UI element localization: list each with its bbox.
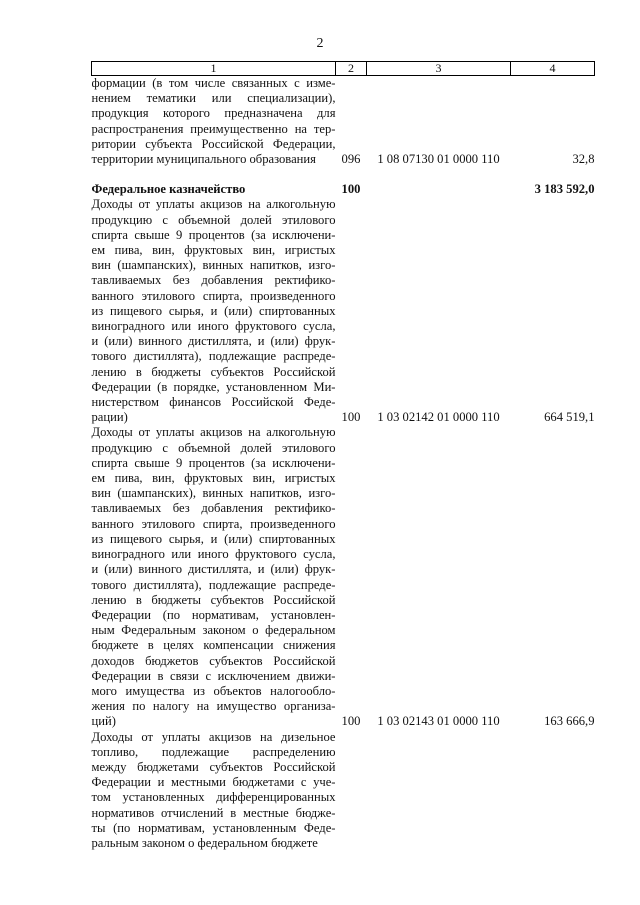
- amount-cell: 664 519,1: [544, 410, 595, 425]
- table-row: [92, 425, 595, 729]
- revenue-name-line: тавливаемых без добавления ректифико-: [91, 501, 336, 516]
- revenue-name-line: ванного этилового спирта, произведенного: [91, 516, 336, 531]
- revenue-name-line: спирта свыше 9 процентов (за исключени-: [91, 227, 336, 242]
- revenue-name-line: продукция которого предназначена для: [91, 106, 336, 121]
- kbk-code-cell: 1 08 07130 01 0000 110: [377, 152, 500, 167]
- kbk-code-cell: 1 03 02142 01 0000 110: [377, 410, 500, 425]
- revenue-name-line: топливо, подлежащие распределению: [91, 744, 336, 759]
- revenue-name-cell: [92, 425, 336, 729]
- revenue-name-line: тового дистиллята), подлежащие распреде-: [91, 349, 336, 364]
- revenue-name-line: Доходы от уплаты акцизов на дизельное: [91, 729, 336, 744]
- table-row: [92, 730, 595, 852]
- revenue-name-cell: [92, 182, 336, 197]
- revenue-name-line: нением тематики или специализации),: [91, 91, 336, 106]
- revenue-name-line: доходов бюджетов субъектов Российской: [91, 653, 336, 668]
- revenue-name-line: продукцию с объемной долей этилового: [91, 212, 336, 227]
- revenue-name-line: лению в бюджеты субъектов Российской: [91, 592, 336, 607]
- revenue-name-cell: [92, 197, 336, 425]
- revenue-name-line: спирта свыше 9 процентов (за исключени-: [91, 455, 336, 470]
- revenue-name-line: продукцию с объемной долей этилового: [91, 440, 336, 455]
- revenue-name-line: Федеральное казначейство: [91, 182, 246, 197]
- table-header-row: [92, 62, 595, 76]
- revenue-name-line: и (или) винного дистиллята, и (или) фрук-: [91, 562, 336, 577]
- revenue-name-line: ральным законом о федеральном бюджете: [91, 835, 318, 850]
- revenue-name-line: из пищевого сырья, и (или) спиртованных: [91, 531, 336, 546]
- revenue-name-line: и (или) винного дистиллята, и (или) фрук-: [91, 334, 336, 349]
- revenue-name-line: нормативов отчислений в местные бюдже-: [91, 805, 336, 820]
- table-row: [92, 76, 595, 168]
- revenue-name-line: ем пива, вин, фруктовых вин, игристых: [91, 471, 336, 486]
- revenue-name-cell: [92, 730, 336, 852]
- revenue-name-line: Федерации в связи с исключением движи-: [91, 668, 336, 683]
- kbk-code-cell: [367, 182, 511, 197]
- kbk-code-cell: 1 03 02143 01 0000 110: [377, 714, 500, 729]
- revenue-name-line: лению в бюджеты субъектов Российской: [91, 364, 336, 379]
- revenue-name-line: мого имущества из объектов налогообло-: [91, 683, 336, 698]
- revenue-name-line: ций): [91, 714, 116, 729]
- amount-cell: 163 666,9: [544, 714, 595, 729]
- revenue-name-cell: [92, 76, 336, 168]
- revenue-name-line: виноградного или иного фруктового сусла,: [91, 319, 336, 334]
- admin-code-cell: 096: [341, 152, 361, 167]
- revenue-name-line: распространения преимущественно на тер-: [91, 121, 336, 136]
- revenue-name-line: нистерством финансов Российской Феде-: [91, 395, 336, 410]
- revenue-name-line: ным Федеральным законом о федеральном: [91, 623, 336, 638]
- section-heading-row: [92, 182, 595, 197]
- revenue-name-line: виноградного или иного фруктового сусла,: [91, 547, 336, 562]
- revenue-name-line: ритории субъекта Российской Федерации,: [91, 136, 336, 151]
- page-number: 2: [316, 36, 324, 51]
- spacer-row: [92, 167, 595, 182]
- revenue-name-line: бюджете в целях компенсации снижения: [91, 638, 336, 653]
- column-header: 3: [367, 62, 511, 76]
- revenue-name-line: рации): [91, 410, 128, 425]
- revenue-name-line: вин (шампанских), винных напитков, изго-: [91, 258, 336, 273]
- revenue-name-line: Доходы от уплаты акцизов на алкогольную: [91, 197, 336, 212]
- admin-code-cell: 100: [341, 410, 361, 425]
- amount-cell: 3 183 592,0: [534, 182, 595, 197]
- revenue-name-line: Федерации (в порядке, установленном Ми-: [91, 379, 336, 394]
- admin-code-cell: [336, 730, 367, 852]
- revenue-name-line: формации (в том числе связанных с изме-: [91, 76, 336, 90]
- revenue-name-line: тового дистиллята), подлежащие распреде-: [91, 577, 336, 592]
- revenue-name-line: жения по налогу на имущество организа-: [91, 699, 336, 714]
- revenue-name-line: территории муниципального образования: [91, 152, 316, 167]
- amount-cell: [511, 730, 595, 852]
- admin-code-cell: 100: [341, 182, 361, 197]
- column-header: 4: [511, 62, 595, 76]
- revenue-name-line: ванного этилового спирта, произведенного: [91, 288, 336, 303]
- amount-cell: 32,8: [572, 152, 595, 167]
- revenue-table: [91, 61, 595, 851]
- revenue-name-line: ем пива, вин, фруктовых вин, игристых: [91, 243, 336, 258]
- table-body: [92, 76, 595, 852]
- revenue-name-line: тавливаемых без добавления ректифико-: [91, 273, 336, 288]
- revenue-name-line: между бюджетами субъектов Российской: [91, 759, 336, 774]
- table-row: [92, 197, 595, 425]
- revenue-name-line: ты (по нормативам, установленным Феде-: [91, 820, 336, 835]
- revenue-name-line: Доходы от уплаты акцизов на алкогольную: [91, 425, 336, 440]
- revenue-name-line: том установленных дифференцированных: [91, 790, 336, 805]
- kbk-code-cell: [367, 730, 511, 852]
- revenue-name-line: из пищевого сырья, и (или) спиртованных: [91, 303, 336, 318]
- column-header: 2: [336, 62, 367, 76]
- admin-code-cell: 100: [341, 714, 361, 729]
- column-header: 1: [92, 62, 336, 76]
- revenue-name-line: Федерации и местными бюджетами с уче-: [91, 775, 336, 790]
- revenue-name-line: Федерации (по нормативам, установлен-: [91, 607, 336, 622]
- revenue-name-line: вин (шампанских), винных напитков, изго-: [91, 486, 336, 501]
